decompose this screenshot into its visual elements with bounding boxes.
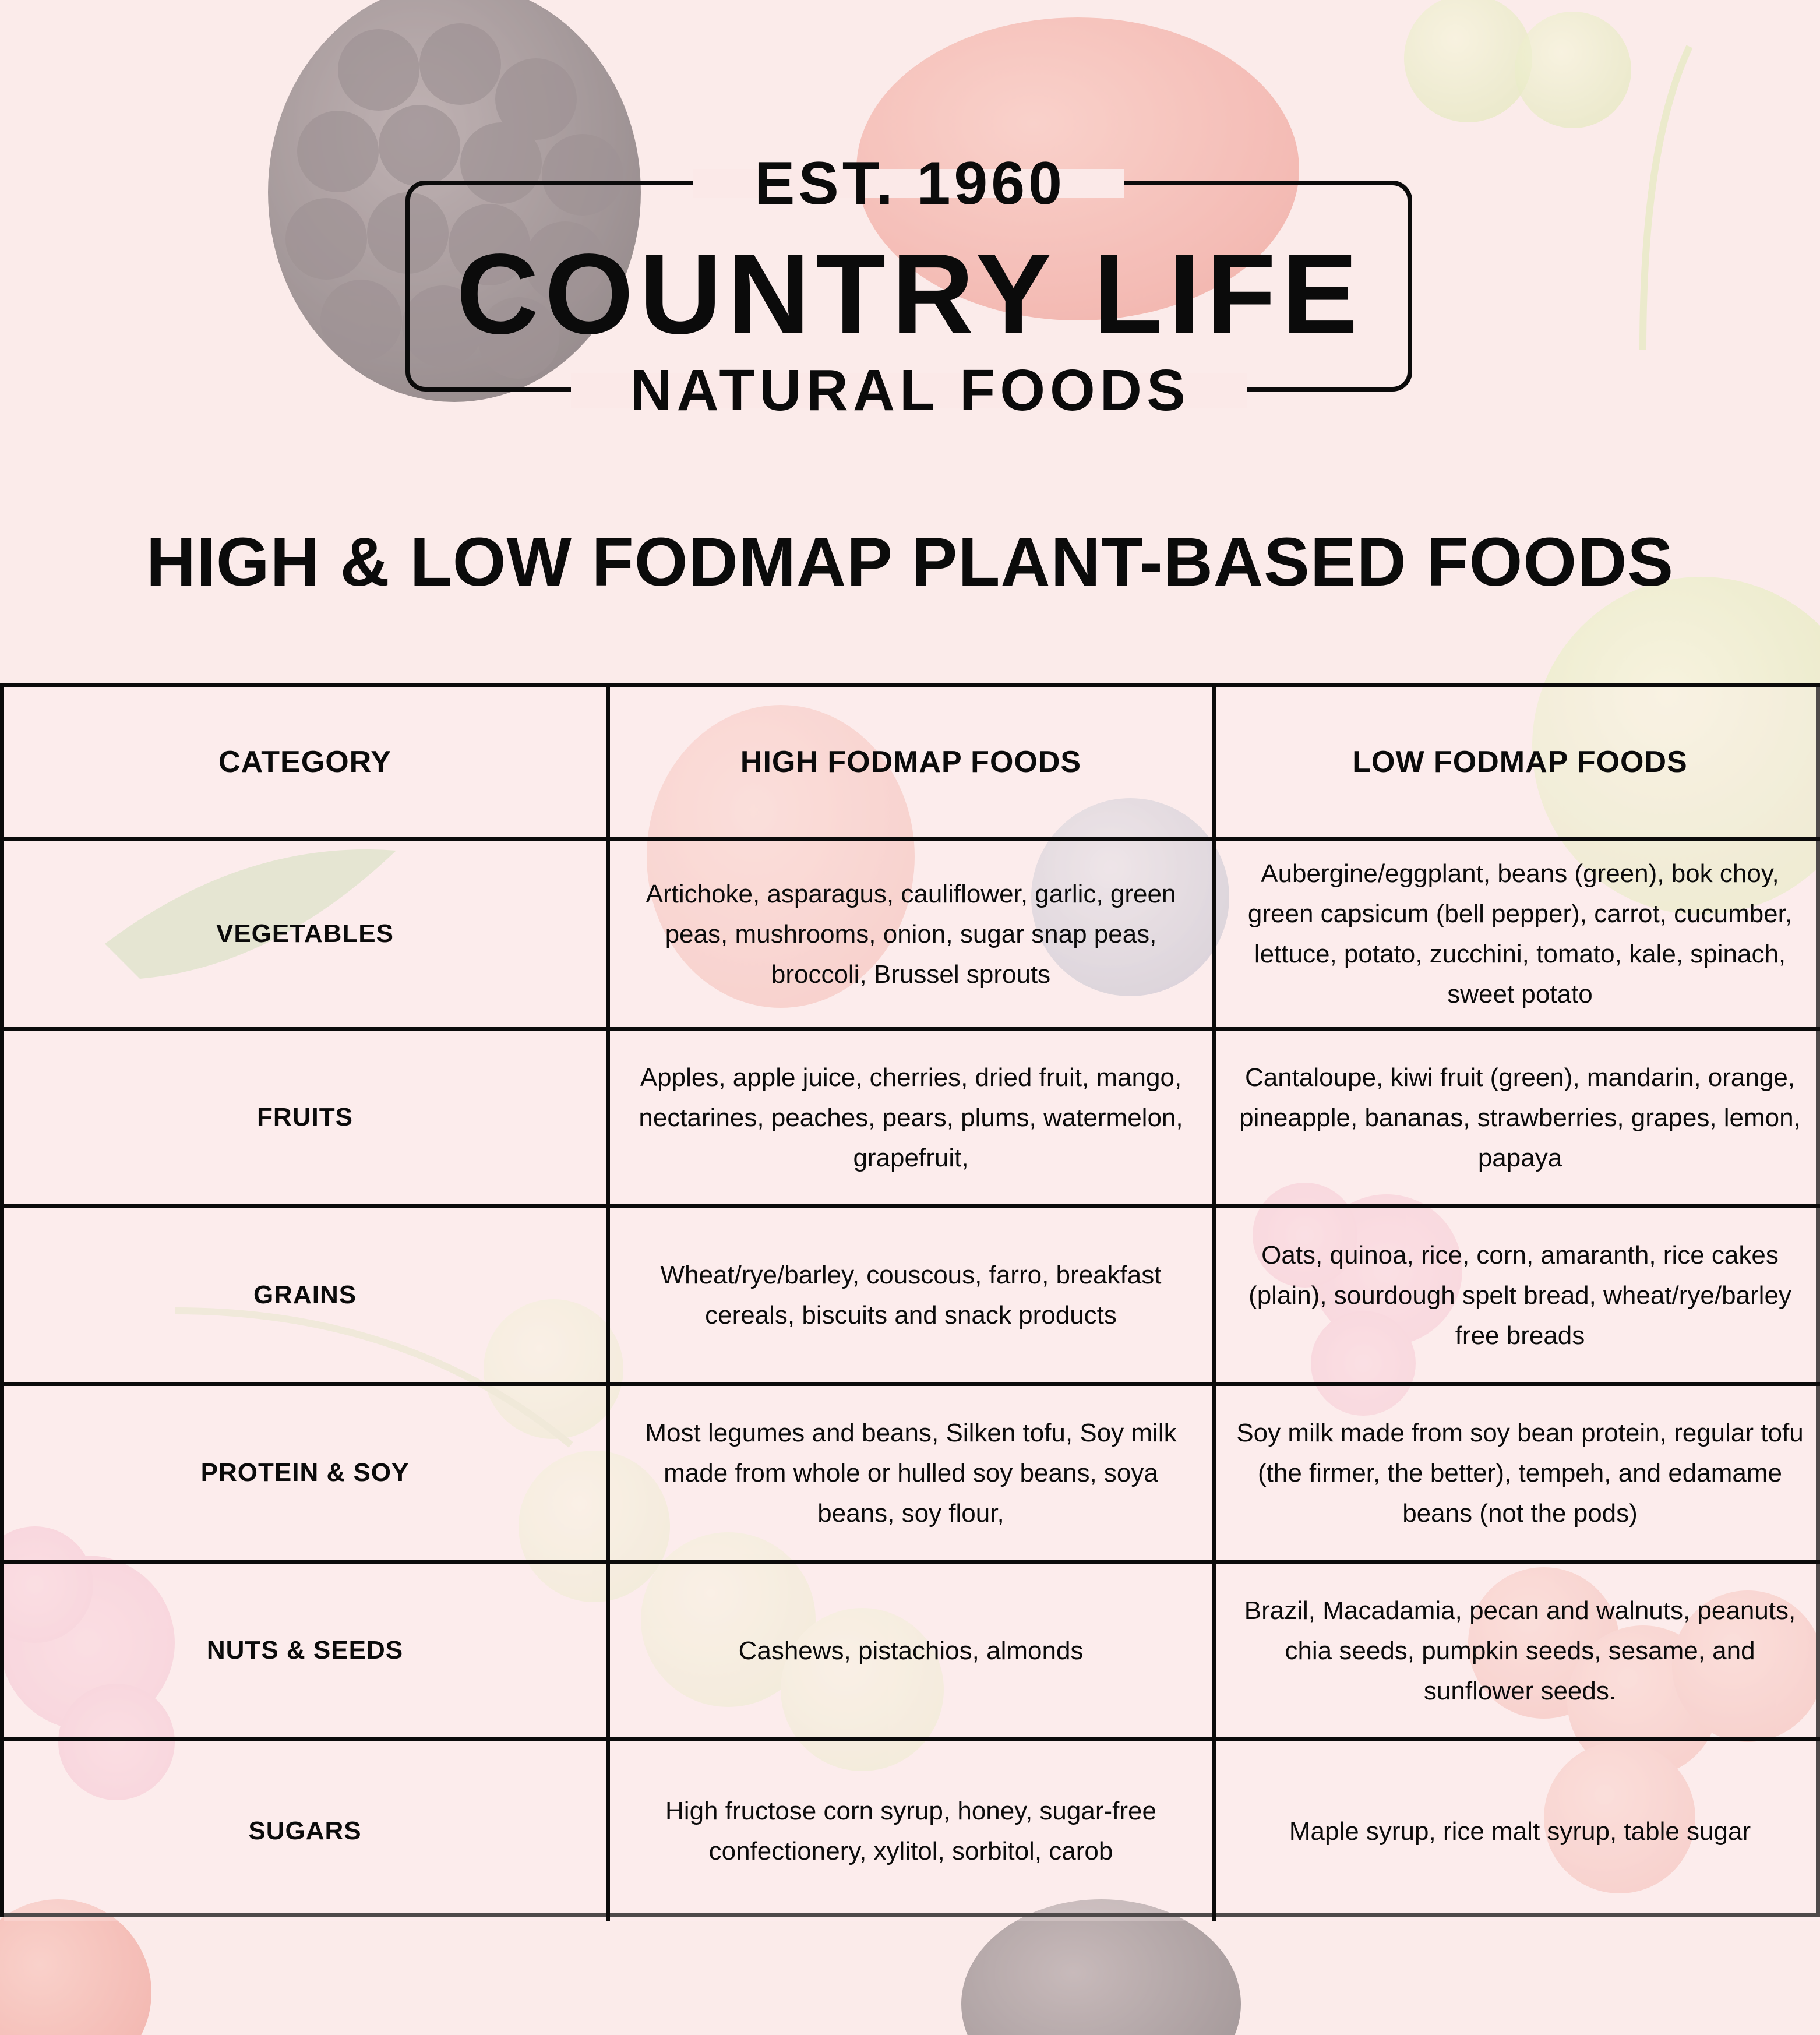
low-fodmap-cell: Oats, quinoa, rice, corn, amaranth, rice cakes (plain), sourdough spelt bread, wheat/rye/barley free breads	[1216, 1208, 1820, 1386]
low-fodmap-cell: Cantaloupe, kiwi fruit (green), mandarin, orange, pineapple, bananas, strawberries, grapes, lemon, papaya	[1216, 1031, 1820, 1208]
high-fodmap-cell: Most legumes and beans, Silken tofu, Soy milk made from whole or hulled soy beans, soya beans, soy flour,	[610, 1386, 1216, 1564]
header-low-fodmap: LOW FODMAP FOODS	[1216, 687, 1820, 841]
brand-logo	[0, 0, 1820, 443]
category-cell: FRUITS	[4, 1031, 610, 1208]
header-category: CATEGORY	[4, 687, 610, 841]
category-cell: GRAINS	[4, 1208, 610, 1386]
low-fodmap-cell: Aubergine/eggplant, beans (green), bok choy, green capsicum (bell pepper), carrot, cucumber, lettuce, potato, zucchini, tomato, kale, spinach, sweet potato	[1216, 841, 1820, 1031]
high-fodmap-cell: Artichoke, asparagus, cauliflower, garlic, green peas, mushrooms, onion, sugar snap peas, broccoli, Brussel sprouts	[610, 841, 1216, 1031]
logo-name: COUNTRY LIFE	[456, 230, 1364, 358]
high-fodmap-cell: Apples, apple juice, cherries, dried fruit, mango, nectarines, peaches, pears, plums, watermelon, grapefruit,	[610, 1031, 1216, 1208]
high-fodmap-cell: High fructose corn syrup, honey, sugar-free confectionery, xylitol, sorbitol, carob	[610, 1741, 1216, 1921]
logo-established: EST. 1960	[754, 150, 1066, 217]
fodmap-table	[0, 683, 1820, 1917]
category-cell: VEGETABLES	[4, 841, 610, 1031]
header-high-fodmap: HIGH FODMAP FOODS	[610, 687, 1216, 841]
category-cell: PROTEIN & SOY	[4, 1386, 610, 1564]
page-title: HIGH & LOW FODMAP PLANT-BASED FOODS	[146, 524, 1674, 601]
high-fodmap-cell: Cashews, pistachios, almonds	[610, 1564, 1216, 1741]
low-fodmap-cell: Soy milk made from soy bean protein, regular tofu (the firmer, the better), tempeh, and edamame beans (not the pods)	[1216, 1386, 1820, 1564]
category-cell: SUGARS	[4, 1741, 610, 1921]
low-fodmap-cell: Maple syrup, rice malt syrup, table sugar	[1216, 1741, 1820, 1921]
logo-tagline: NATURAL FOODS	[630, 358, 1190, 423]
category-cell: NUTS & SEEDS	[4, 1564, 610, 1741]
high-fodmap-cell: Wheat/rye/barley, couscous, farro, breakfast cereals, biscuits and snack products	[610, 1208, 1216, 1386]
low-fodmap-cell: Brazil, Macadamia, pecan and walnuts, peanuts, chia seeds, pumpkin seeds, sesame, and sunflower seeds.	[1216, 1564, 1820, 1741]
